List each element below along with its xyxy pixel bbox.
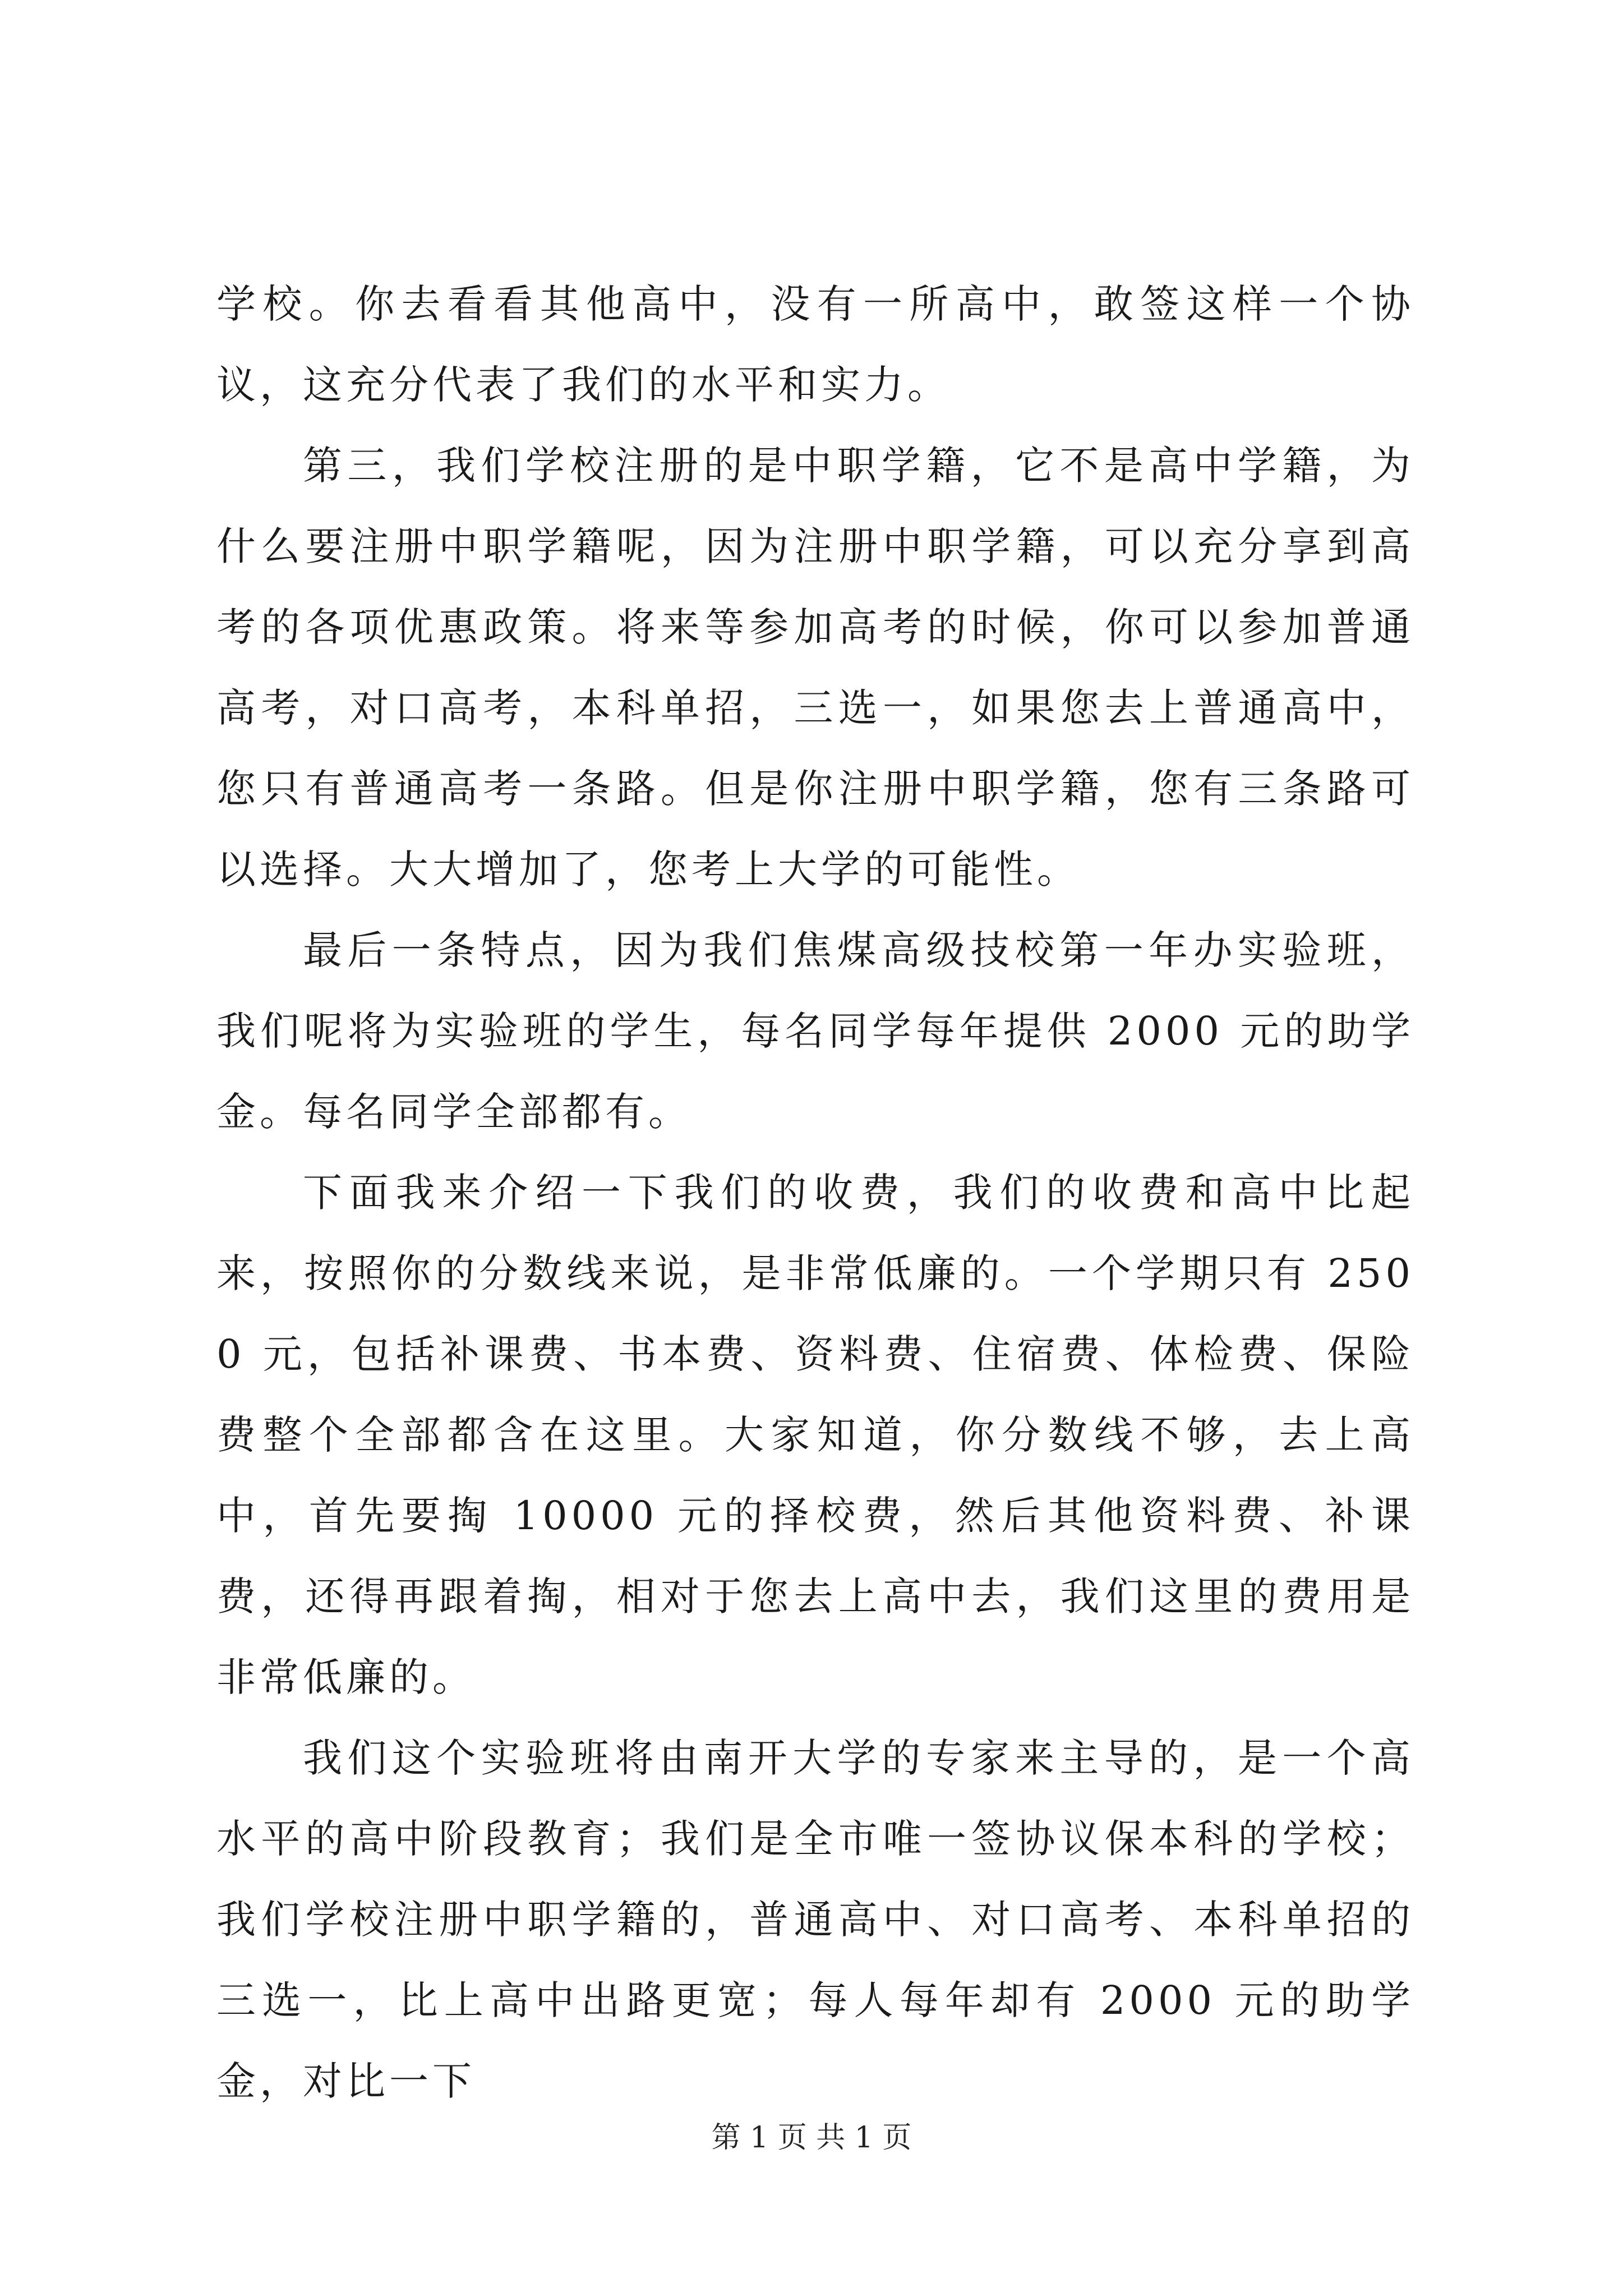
paragraph-5: 我们这个实验班将由南开大学的专家来主导的，是一个高水平的高中阶段教育；我们是全市唯一签协议保本科的学校；我们学校注册中职学籍的，普通高中、对口高考、本科单招的三选一，比上高中出路更宽；每人每年却有 2000 元的助学金，对比一下 [216, 1735, 1414, 2104]
paragraph-3: 最后一条特点，因为我们焦煤高级技校第一年办实验班，我们呢将为实验班的学生，每名同学每年提供 2000 元的助学金。每名同学全部都有。 [216, 927, 1414, 1135]
page-number-footer: 第 1 页 共 1 页 [711, 2121, 912, 2155]
paragraph-4: 下面我来介绍一下我们的收费，我们的收费和高中比起来，按照你的分数线来说，是非常低廉的。一个学期只有 2500 元，包括补课费、书本费、资料费、住宿费、体检费、保险费整个全部都含在这里。大家知道，你分数线不够，去上高中，首先要掏 10000 元的择校费，然后其他资料费、补课费，还得再跟着掏，相对于您去上高中去，我们这里的费用是非常低廉的。 [216, 1170, 1414, 1700]
paragraph-2: 第三，我们学校注册的是中职学籍，它不是高中学籍，为什么要注册中职学籍呢，因为注册中职学籍，可以充分享到高考的各项优惠政策。将来等参加高考的时候，你可以参加普通高考，对口高考，本科单招，三选一，如果您去上普通高中，您只有普通高考一条路。但是你注册中职学籍，您有三条路可以选择。大大增加了，您考上大学的可能性。 [216, 443, 1414, 892]
paragraph-1: 学校。你去看看其他高中，没有一所高中，敢签这样一个协议，这充分代表了我们的水平和实力。 [216, 281, 1414, 408]
document-body [216, 264, 1414, 2122]
